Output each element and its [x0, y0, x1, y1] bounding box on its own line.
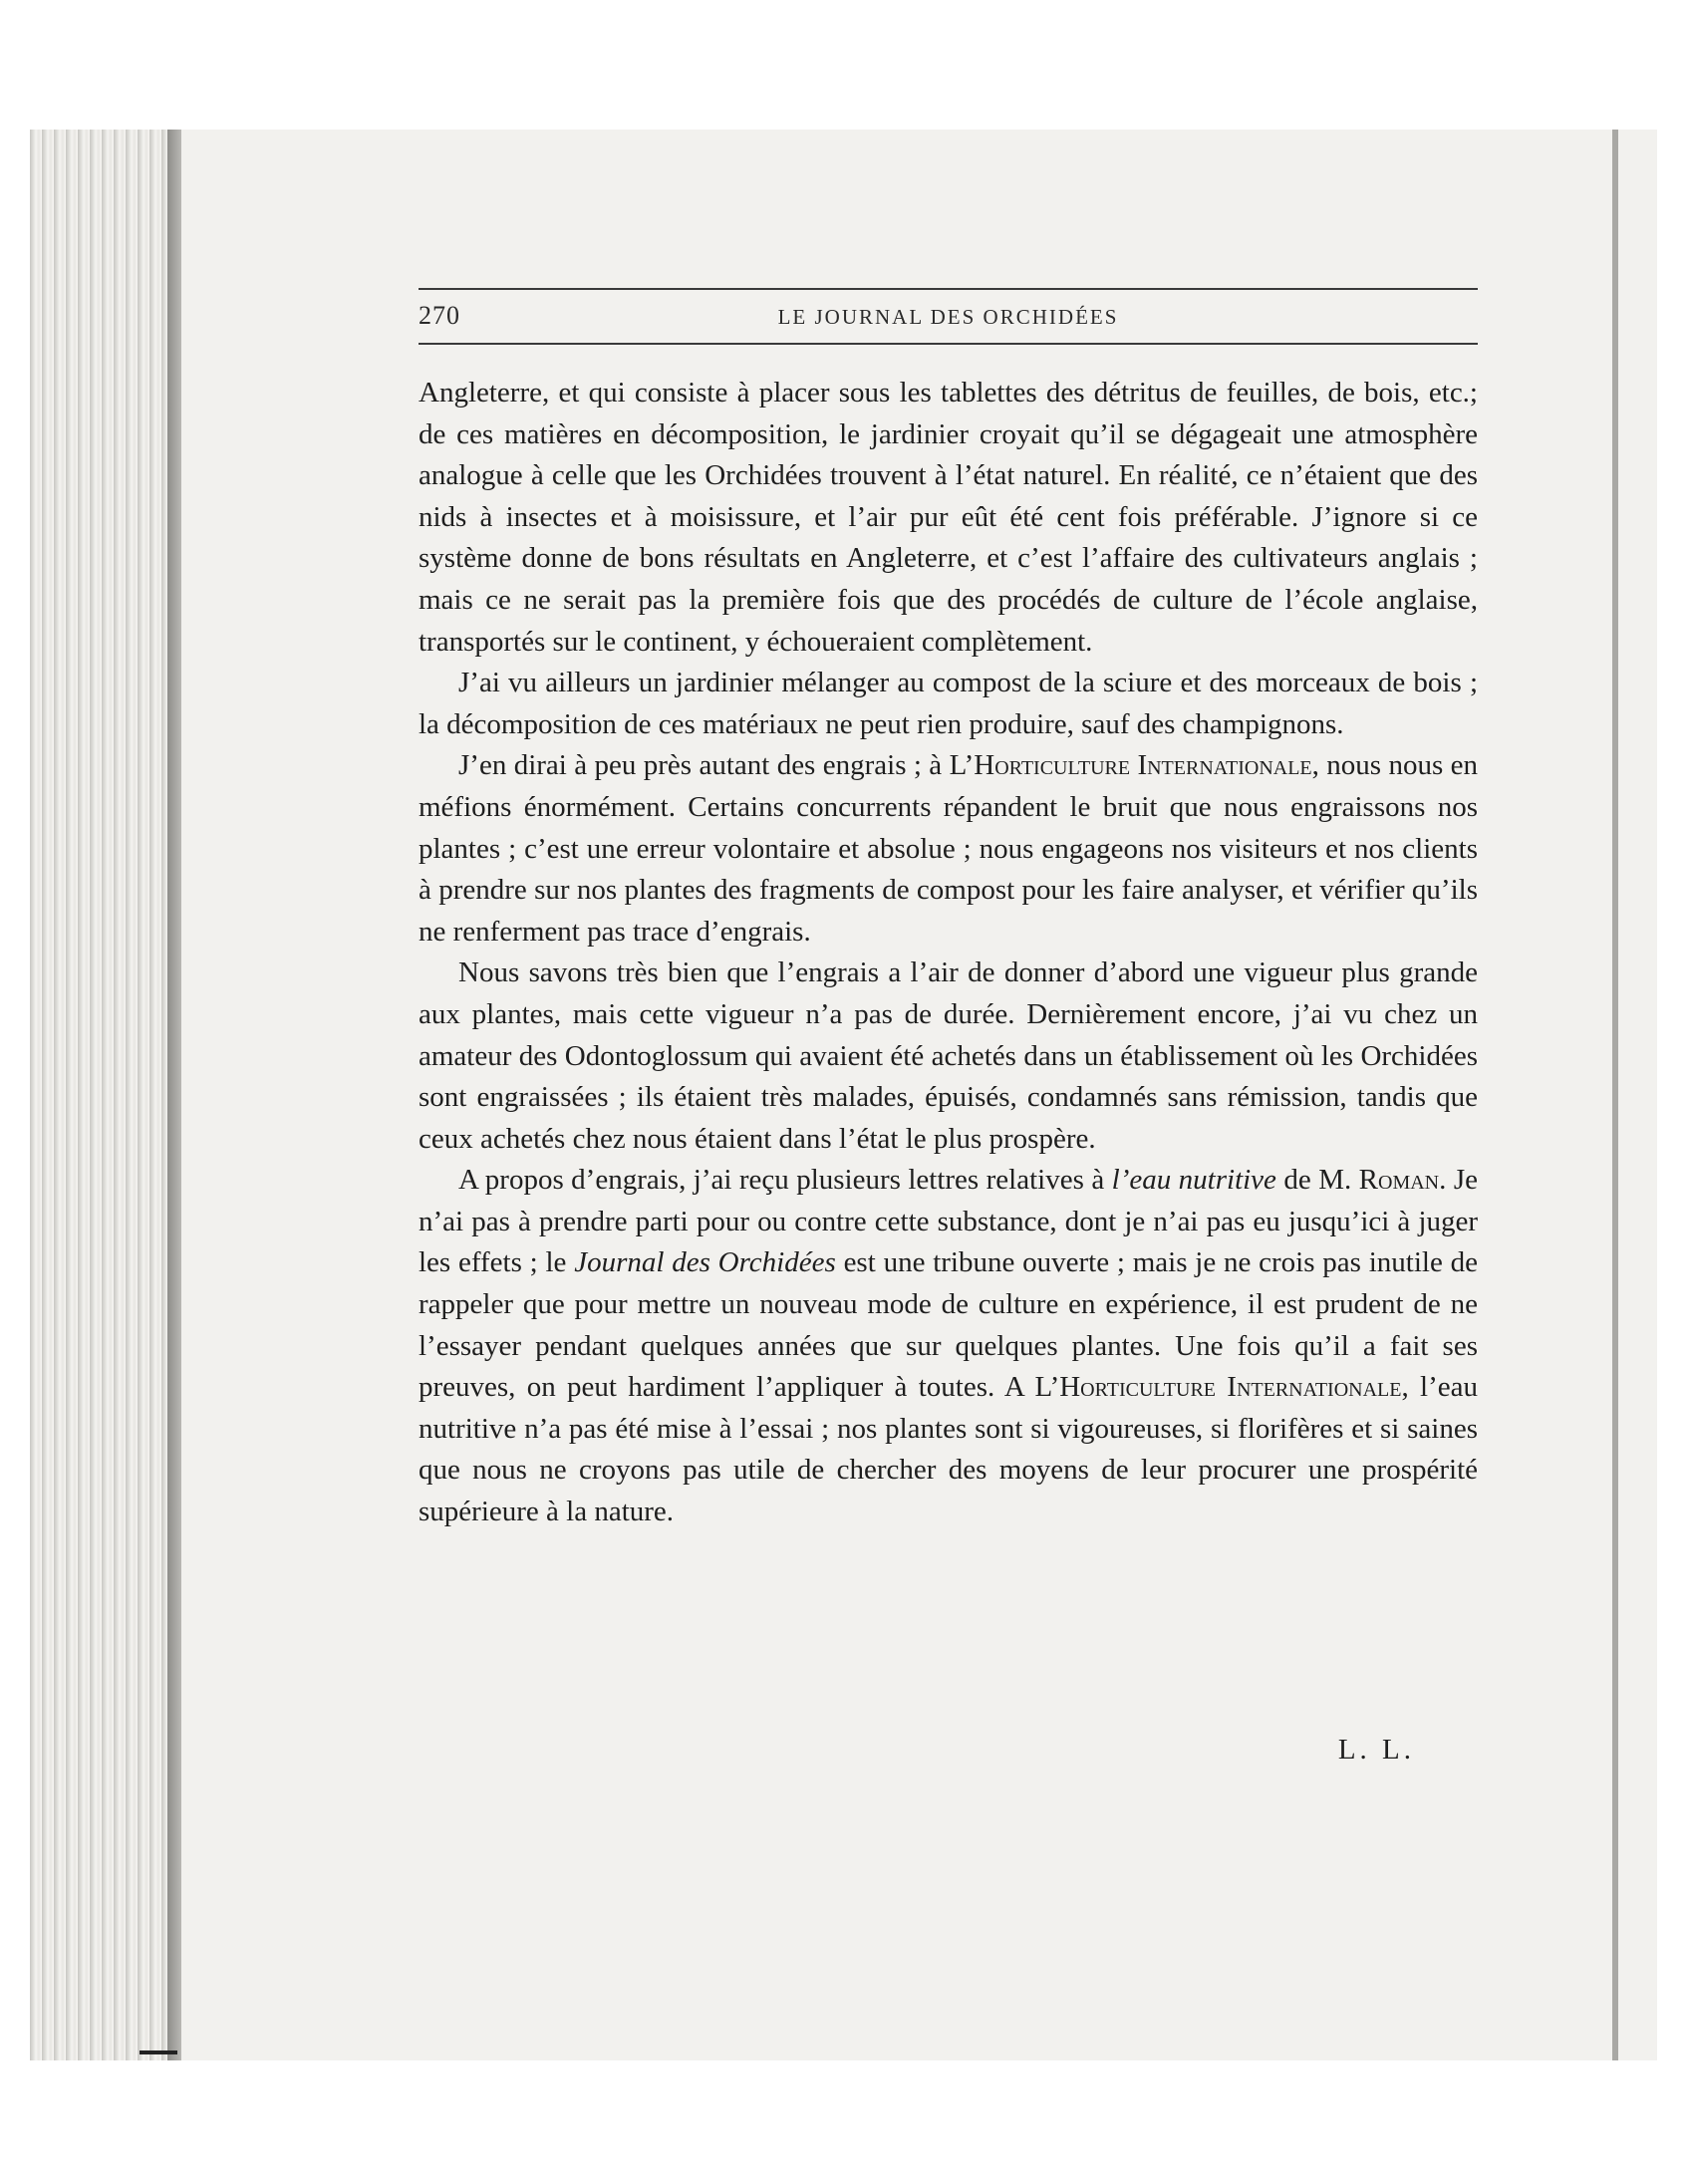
article-body — [419, 373, 1478, 1533]
page-right-edge — [1612, 130, 1618, 2060]
paragraph-5-text-b: de M. — [1275, 1164, 1359, 1197]
publisher-name-2: L’Horticulture Internationale — [1034, 1371, 1402, 1404]
paragraph-3 — [419, 745, 1478, 953]
paragraph-4: Nous savons très bien que l’engrais a l’air de donner d’abord une vigueur plus grande aux plantes, mais cette vigueur n’a pas de durée. Dernièrement encore, j’ai vu chez un amateur des Odontoglossum qui avaient été achetés dans un établissement où les Orchidées sont engraissées ; ils étaient très malades, épuisés, condamnés sans rémission, tandis que ceux achetés chez nous étaient dans l’état le plus prospère. — [419, 956, 1478, 1155]
header-rule-top — [419, 288, 1478, 290]
running-title: LE JOURNAL DES ORCHIDÉES — [777, 305, 1119, 329]
header-rule-bottom — [419, 343, 1478, 345]
page-stack-edges — [30, 130, 179, 2060]
paragraph-5 — [419, 1160, 1478, 1532]
paragraph-3-text-b: , nous nous en méfions énormément. Certains concurrents répandent le bruit que nous engraissons nos plantes ; c’est une erreur volontaire et absolue ; nous engageons nos visiteurs et nos clients à prendre sur nos plantes des fragments de compost pour les faire analyser, et vérifier qu’ils ne renferment pas trace d’engrais. — [419, 749, 1479, 948]
paragraph-3-text-a: J’en dirai à peu près autant des engrais ; à — [458, 749, 950, 782]
page-number: 270 — [419, 301, 460, 330]
publisher-name: L’Horticulture Internationale — [949, 749, 1312, 782]
paragraph-5-text-c: . Je n’ai pas à prendre parti pour ou contre cette substance, dont je n’ai pas eu jusqu’ici à juger les effets ; le — [419, 1164, 1478, 1279]
paragraph-2: J’ai vu ailleurs un jardinier mélanger au compost de la sciure et des morceaux de bois ; la décomposition de ces matériaux ne peut rien produire, sauf des champignons. — [419, 667, 1478, 740]
signature: L. L. — [1337, 1734, 1415, 1766]
paragraph-5-text-d: est une tribune ouverte ; mais je ne crois pas inutile de rappeler que pour mettre un nouveau mode de culture en expérience, il est prudent de ne l’essayer pendant quelques années que sur quelques plantes. Une fois qu’il a fait ses preuves, on peut hardiment l’appliquer à toutes. A — [419, 1246, 1479, 1404]
binding-shadow — [167, 130, 181, 2060]
product-name-italic: l’eau nutritive — [1111, 1164, 1276, 1197]
person-name: Roman — [1358, 1164, 1440, 1197]
paragraph-5-text-a: A propos d’engrais, j’ai reçu plusieurs lettres relatives à — [458, 1164, 1112, 1197]
journal-name-italic: Journal des Orchidées — [574, 1246, 836, 1279]
paragraph-1: Angleterre, et qui consiste à placer sous les tablettes des détritus de feuilles, de bois, etc.; de ces matières en décomposition, le jardinier croyait qu’il se dégageait une atmosphère analogue à celle que les Orchidées trouvent à l’état naturel. En réalité, ce n’étaient que des nids à insectes et à moisissure, et l’air pur eût été cent fois préférable. J’ignore si ce système donne de bons résultats en Angleterre, et c’est l’affaire des cultivateurs anglais ; mais ce ne serait pas la première fois que des procédés de culture de l’école anglaise, transportés sur le continent, y échoueraient complètement. — [419, 377, 1478, 658]
paragraph-5-text-e: , l’eau nutritive n’a pas été mise à l’essai ; nos plantes sont si vigoureuses, si florifères et si saines que nous ne croyons pas utile de chercher des moyens de leur procurer une prospérité supérieure à la nature. — [419, 1371, 1478, 1528]
binding-mark — [140, 2050, 177, 2054]
page-header — [419, 299, 1478, 339]
